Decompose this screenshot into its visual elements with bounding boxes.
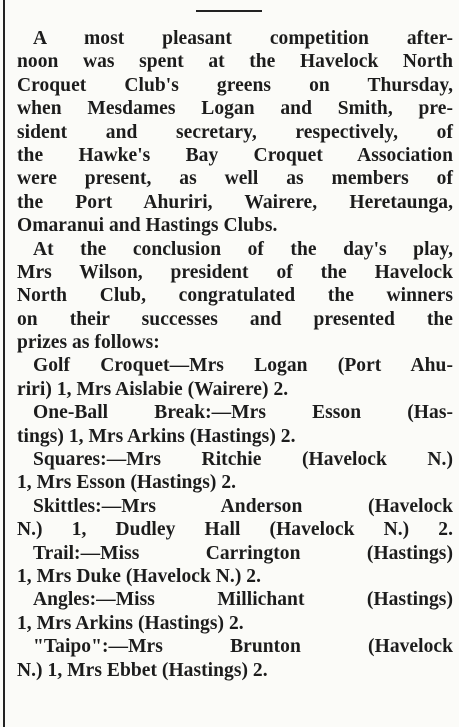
article-line: Croquet Club's greens on Thursday, bbox=[17, 74, 453, 96]
article-line: 1, Mrs Duke (Havelock N.) 2. bbox=[17, 565, 262, 587]
column-rule bbox=[3, 0, 5, 727]
article-line: Trail:—Miss Carrington (Hastings) bbox=[33, 542, 453, 564]
article-line: tings) 1, Mrs Arkins (Hastings) 2. bbox=[17, 425, 296, 447]
article-line: Skittles:—Mrs Anderson (Havelock bbox=[33, 495, 453, 517]
article-line: Omaranui and Hastings Clubs. bbox=[17, 215, 278, 237]
article-line: Mrs Wilson, president of the Havelock bbox=[17, 261, 453, 283]
article-line: 1, Mrs Esson (Hastings) 2. bbox=[17, 472, 237, 494]
article-line: on their successes and presented the bbox=[17, 308, 453, 330]
article-line: N.) 1, Dudley Hall (Havelock N.) 2. bbox=[17, 519, 453, 541]
article-line: Golf Croquet—Mrs Logan (Port Ahu- bbox=[33, 355, 453, 377]
article-line: Angles:—Miss Millichant (Hastings) bbox=[33, 589, 453, 611]
article-line: were present, as well as members of bbox=[17, 168, 453, 190]
article-body bbox=[17, 27, 453, 682]
article-line: At the conclusion of the day's play, bbox=[33, 238, 453, 260]
article-line: 1, Mrs Arkins (Hastings) 2. bbox=[17, 612, 244, 634]
article-line: North Club, congratulated the winners bbox=[17, 285, 453, 307]
article-line: N.) 1, Mrs Ebbet (Hastings) 2. bbox=[17, 659, 268, 681]
article-line: One-Ball Break:—Mrs Esson (Has- bbox=[33, 402, 453, 424]
article-line: sident and secretary, respectively, of bbox=[17, 121, 453, 143]
article-line: A most pleasant competition after- bbox=[33, 28, 453, 49]
separator-rule bbox=[196, 10, 262, 12]
article-line: Squares:—Mrs Ritchie (Havelock N.) bbox=[33, 449, 453, 471]
article-line: "Taipo":—Mrs Brunton (Havelock bbox=[33, 636, 453, 658]
article-line: noon was spent at the Havelock North bbox=[17, 51, 453, 73]
article-line: when Mesdames Logan and Smith, pre- bbox=[17, 98, 453, 120]
article-line: the Hawke's Bay Croquet Association bbox=[17, 144, 453, 166]
article-line: riri) 1, Mrs Aislabie (Wairere) 2. bbox=[17, 378, 289, 400]
article-line: the Port Ahuriri, Wairere, Heretaunga, bbox=[17, 191, 453, 213]
article-line: prizes as follows: bbox=[17, 332, 160, 354]
